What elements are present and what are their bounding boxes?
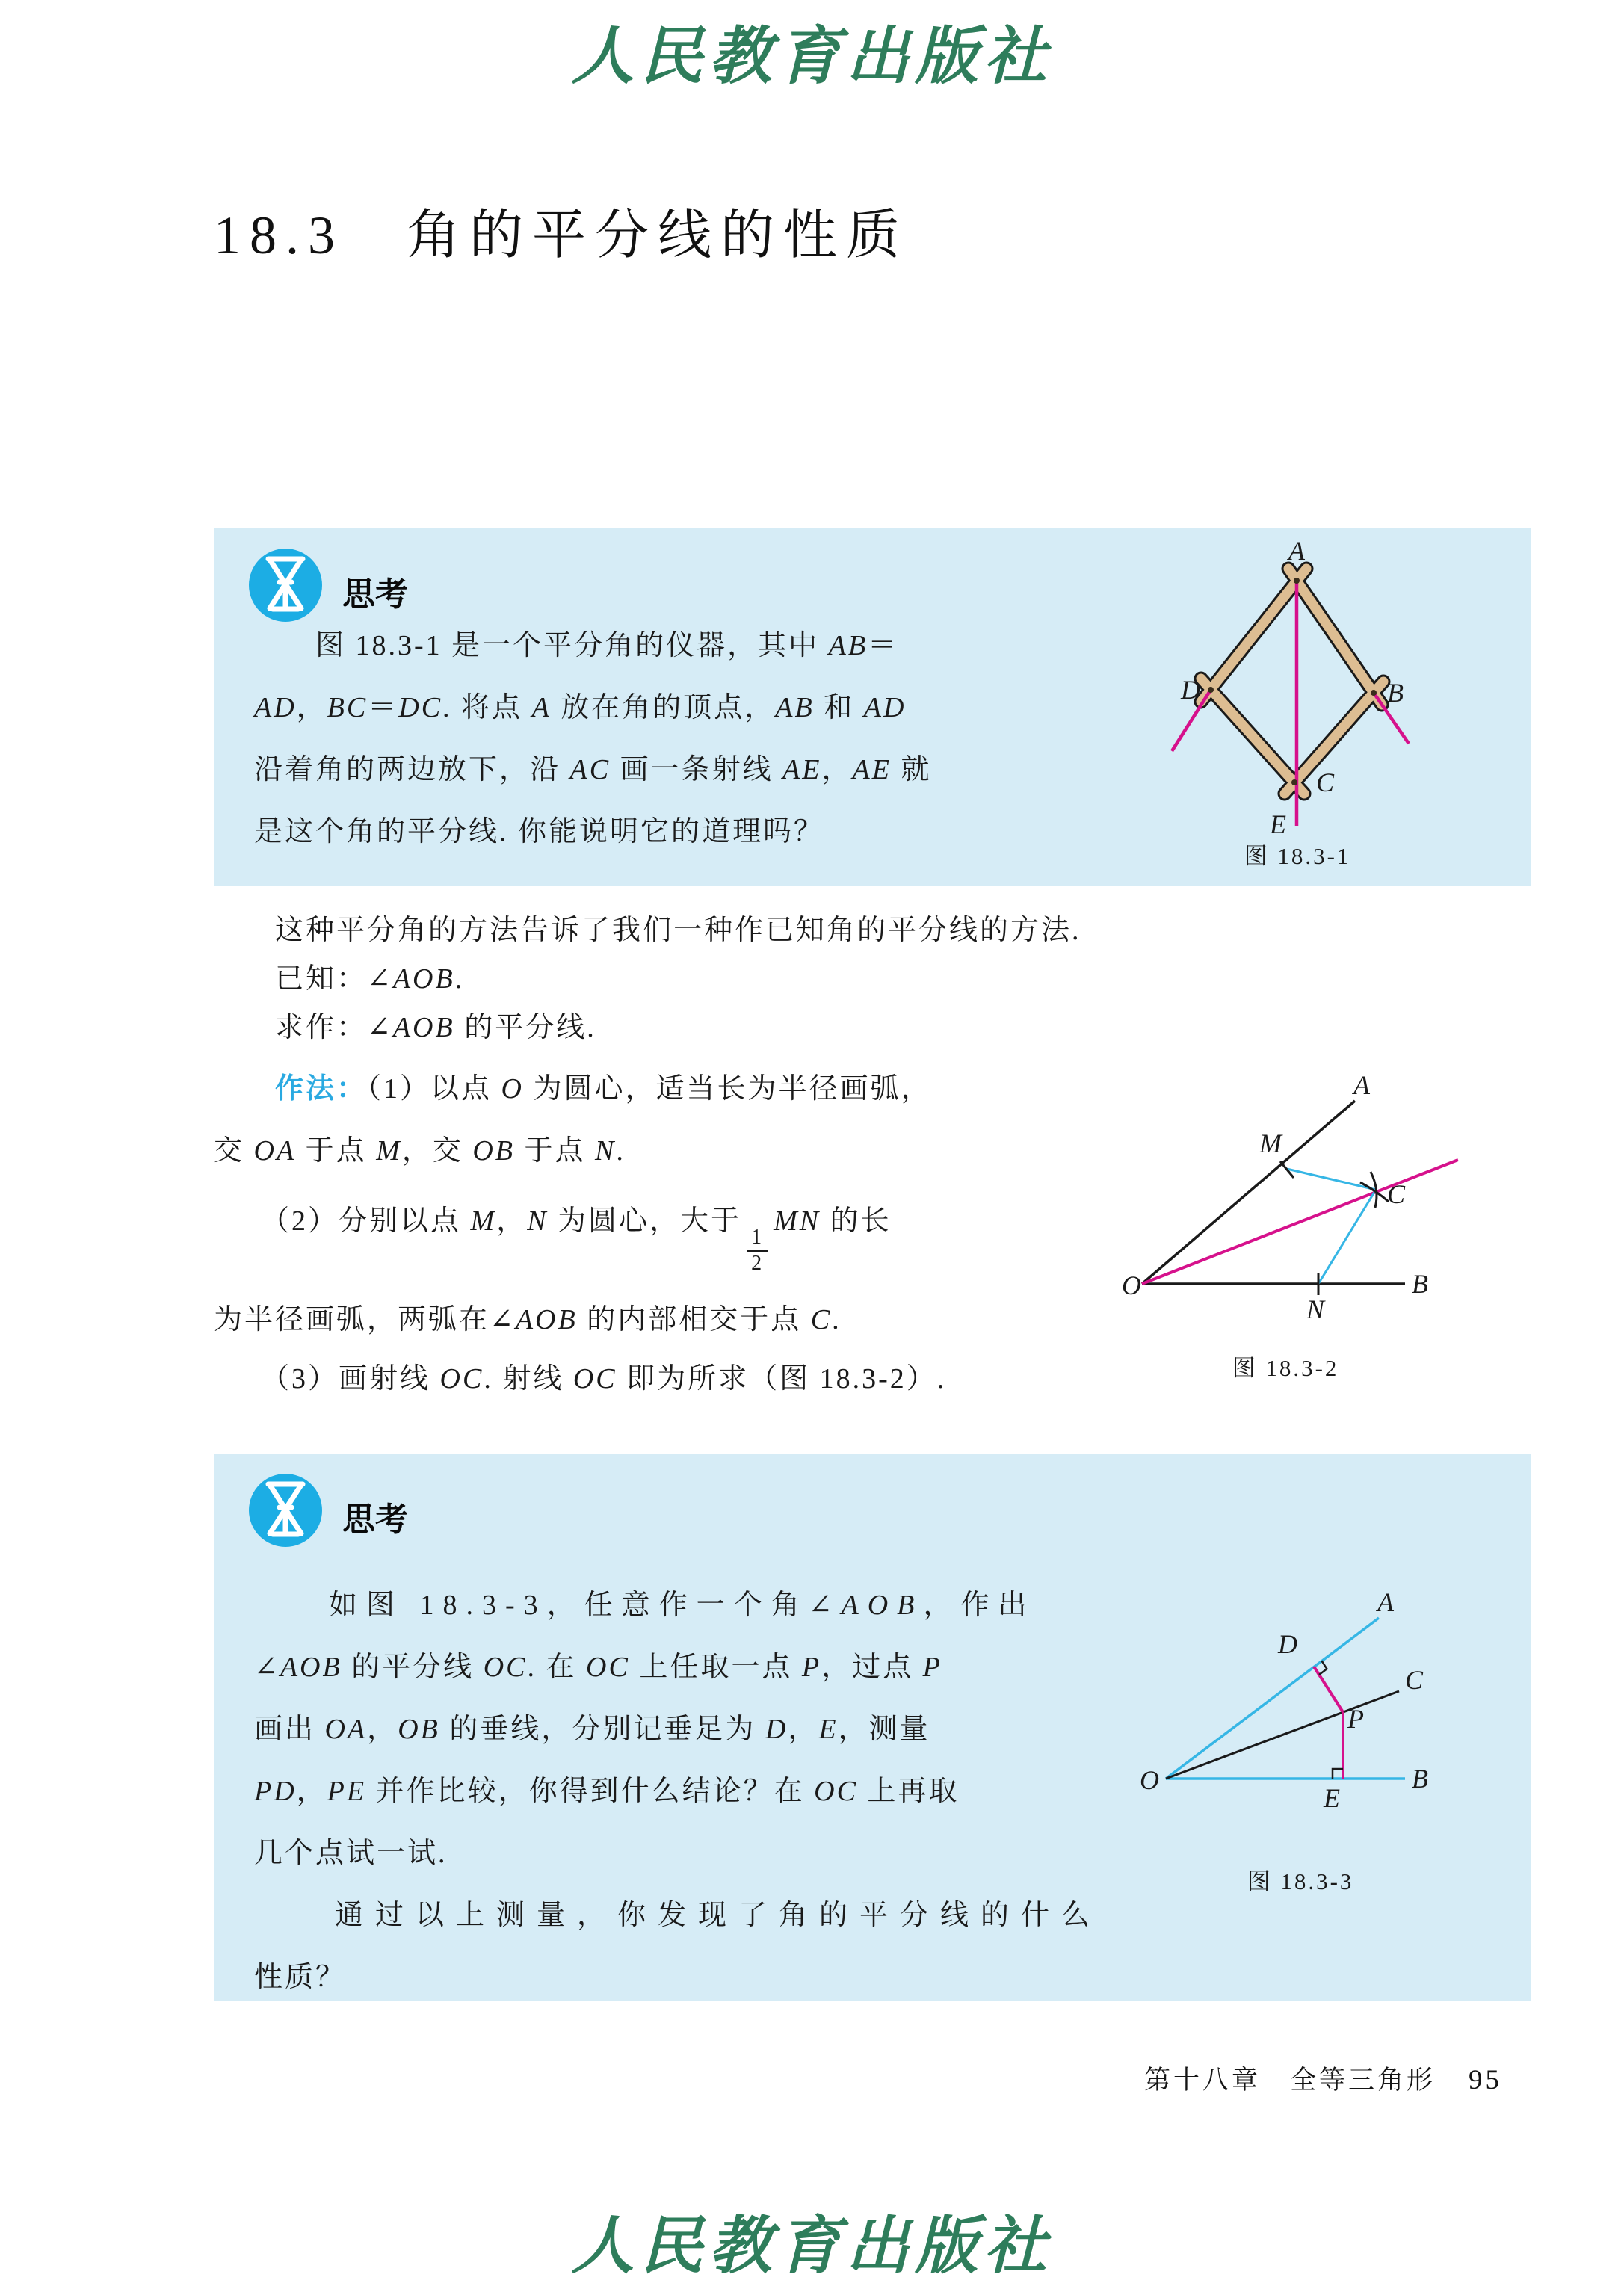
- fig1-label-E: E: [1270, 809, 1286, 839]
- construction-step1: 作法：（1）以点 O 为圆心，适当长为半径画弧，: [275, 1073, 932, 1105]
- fig3-label-A: A: [1377, 1592, 1394, 1617]
- fig2-label-O: O: [1122, 1270, 1141, 1300]
- section-title: 18.3 角的平分线的性质: [214, 206, 910, 265]
- construction-step3: （3）画射线 OC. 射线 OC 即为所求（图 18.3-2）.: [214, 1363, 947, 1394]
- fig1-label-C: C: [1315, 767, 1335, 797]
- fig3-caption: 图 18.3-3: [1247, 1868, 1354, 1894]
- construction-intro: 这种平分角的方法告诉了我们一种作已知角的平分线的方法.: [214, 915, 1081, 946]
- think-box-1-text: [254, 615, 932, 863]
- ray-OC: [1166, 1691, 1399, 1779]
- construction-step2-cont: 为半径画弧，两弧在∠AOB 的内部相交于点 C.: [214, 1304, 842, 1335]
- construction-given: 已知：∠AOB.: [214, 963, 465, 995]
- fig3-label-E: E: [1324, 1783, 1340, 1808]
- fig1-caption: 图 18.3-1: [1244, 843, 1351, 869]
- text-line: 性质？: [254, 1962, 347, 1993]
- fig3-label-P: P: [1347, 1704, 1364, 1734]
- think-box-2-text: [254, 1575, 1102, 2009]
- think-hourglass-icon: [248, 548, 323, 623]
- text-line: 画出 OA，OB 的垂线，分别记垂足为 D，E，测量: [254, 1714, 930, 1745]
- think-box-2-header: 思考: [342, 1501, 408, 1538]
- fig2-label-M: M: [1259, 1128, 1282, 1158]
- text-line: 通过以上测量，你发现了角的平分线的什么: [254, 1900, 1102, 1931]
- arc-tick-marks: [1280, 1161, 1389, 1295]
- think-box-2: [214, 1454, 1531, 2001]
- fig2-label-A: A: [1353, 1070, 1370, 1100]
- compass-chords: [1287, 1169, 1376, 1284]
- bisector-property-figure: [1136, 1592, 1495, 1808]
- construction-step2: （2）分别以点 M，N 为圆心，大于 $\frac{1}{2}$ MN 的长: [214, 1205, 892, 1276]
- fig3-label-C: C: [1404, 1665, 1424, 1695]
- fig1-label-B: B: [1387, 678, 1404, 708]
- publisher-calligraphy-top: 人民教育出版社: [571, 22, 1053, 92]
- angle-bisector-instrument-figure: [1148, 528, 1525, 880]
- text-line: 图 18.3-1 是一个平分角的仪器，其中 AB＝: [254, 630, 899, 661]
- think-box-1-header: 思考: [342, 576, 408, 613]
- construction-step1-cont: 交 OA 于点 M，交 OB 于点 N.: [214, 1135, 626, 1167]
- fig1-label-D: D: [1181, 675, 1200, 705]
- fig2-label-B: B: [1412, 1269, 1428, 1299]
- fig2-caption: 图 18.3-2: [1232, 1355, 1339, 1381]
- text-line: 是这个角的平分线. 你能说明它的道理吗？: [254, 816, 825, 847]
- page-footer: [1144, 2060, 1502, 2097]
- text-line: 沿着角的两边放下，沿 AC 画一条射线 AE，AE 就: [254, 754, 932, 785]
- text-line: 几个点试一试.: [254, 1838, 448, 1869]
- fig2-label-N: N: [1306, 1294, 1325, 1324]
- text-line: 如图 18.3-3，任意作一个角∠AOB，作出: [254, 1590, 1036, 1621]
- think-hourglass-icon: [248, 1473, 323, 1548]
- text-line: PD，PE 并作比较，你得到什么结论？在 OC 上再取: [254, 1776, 960, 1807]
- text-line: ∠AOB 的平分线 OC. 在 OC 上任取一点 P，过点 P: [254, 1652, 942, 1683]
- fig3-label-B: B: [1412, 1764, 1428, 1794]
- fig2-label-C: C: [1386, 1179, 1406, 1209]
- fig3-label-D: D: [1278, 1629, 1297, 1659]
- chapter-title: 第十八章 全等三角形: [1143, 2066, 1436, 2095]
- fig3-label-O: O: [1140, 1765, 1159, 1795]
- page-number: 95: [1469, 2065, 1502, 2095]
- joint-holes: [1208, 578, 1377, 785]
- think-box-1: [214, 528, 1531, 886]
- construction-goal: 求作：∠AOB 的平分线.: [214, 1012, 596, 1043]
- publisher-calligraphy-bottom: 人民教育出版社: [571, 2212, 1053, 2282]
- bisector-construction-figure: [1121, 1069, 1495, 1330]
- text-line: AD，BC＝DC. 将点 A 放在角的顶点，AB 和 AD: [254, 692, 907, 723]
- fig1-label-A: A: [1288, 536, 1305, 566]
- ray-OC: [1142, 1160, 1458, 1284]
